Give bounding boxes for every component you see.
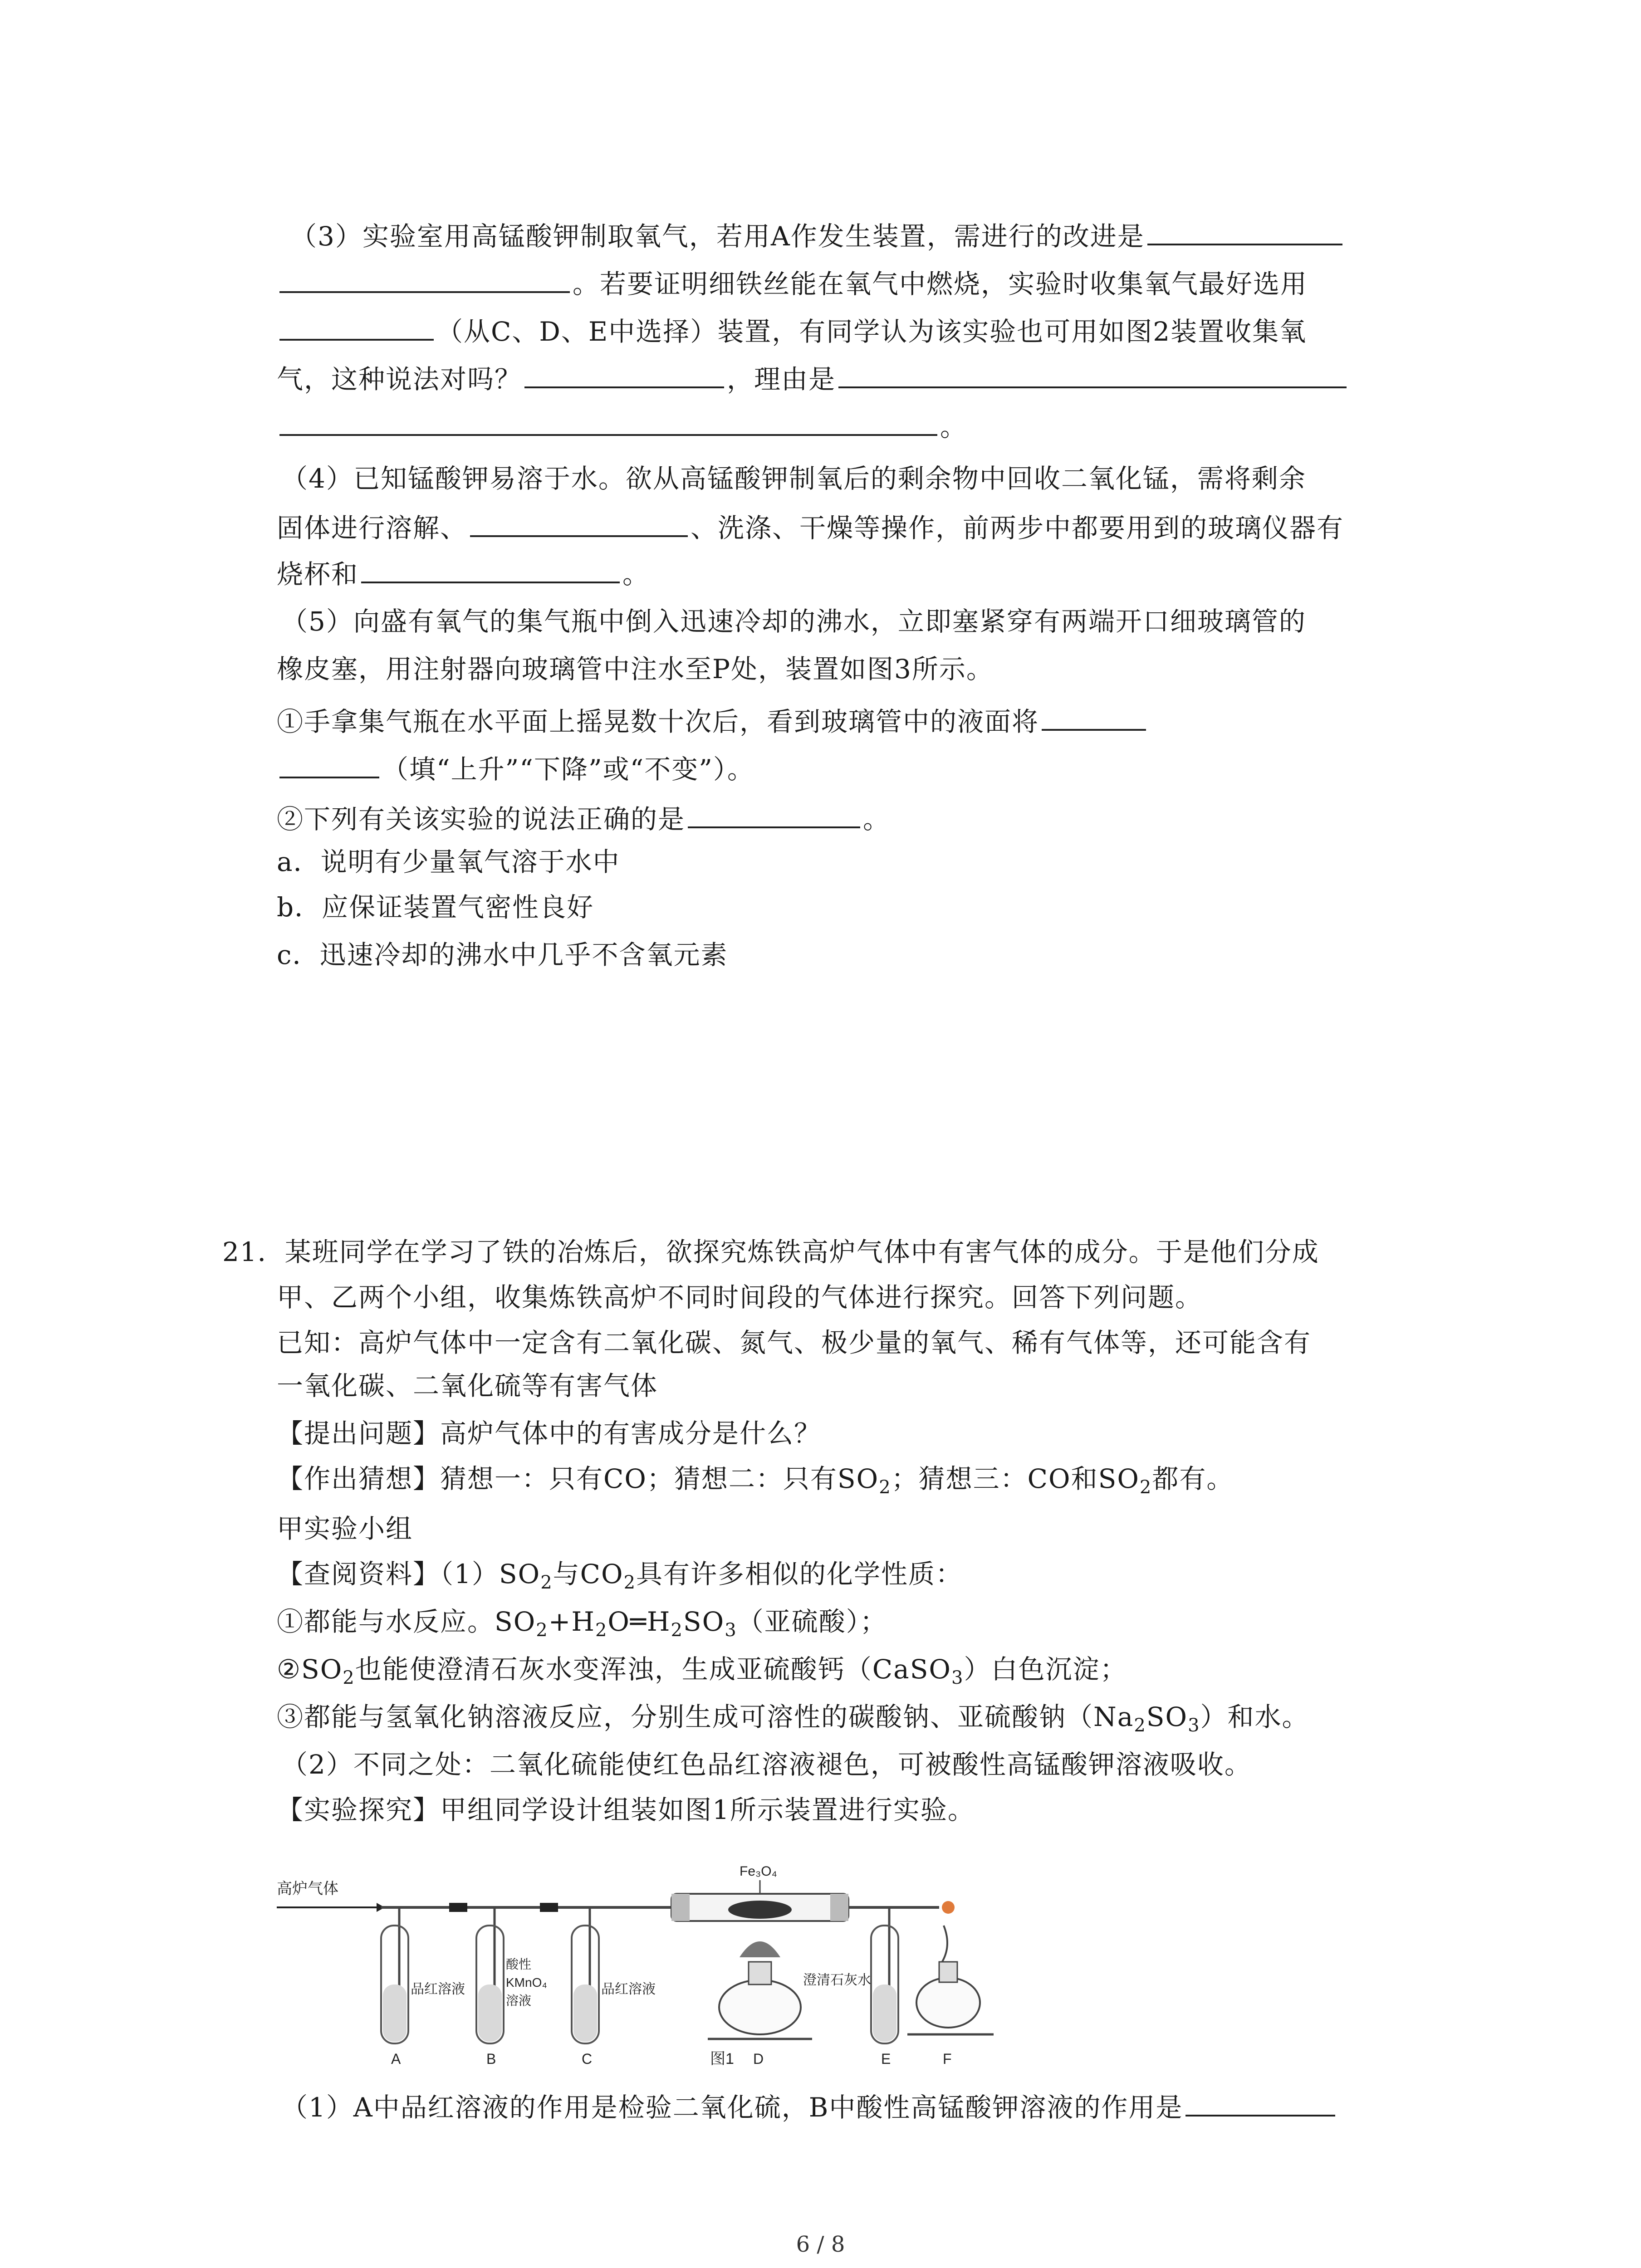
letter-d: D [753,2051,764,2067]
subscript: 2 [1134,1715,1146,1736]
q21-fact2 [277,1651,1127,1687]
q20-5-line5 [277,798,890,837]
text: （1）A中品红溶液的作用是检验二氧化硫，B中酸性高锰酸钾溶液的作用是 [281,2092,1183,2123]
q20-3-line2 [277,263,1308,302]
q20-4-line1 [281,460,1306,497]
text: 。 [940,411,968,442]
tube-b-label1: 酸性 [506,1957,532,1971]
tube-b-label2: KMnO₄ [506,1975,547,1989]
answer-blank[interactable] [524,358,724,388]
answer-blank[interactable] [1185,2087,1335,2116]
q21-references [277,1556,963,1592]
gas-label: 高炉气体 [277,1880,338,1897]
subscript: 2 [536,1620,549,1641]
text: 甲实验小组 [277,1513,413,1544]
text: 。 [863,804,891,835]
subscript: 2 [623,1572,637,1593]
q21-experiment [277,1792,975,1828]
burner-f [907,1901,994,2034]
letter-e: E [881,2051,891,2067]
answer-blank[interactable] [279,406,937,436]
fe3o4-label: Fe₃O₄ [740,1864,777,1879]
figure-caption: 图1 [710,2050,734,2068]
text: 、洗涤、干燥等操作，前两步中都要用到的玻璃仪器有 [691,513,1344,543]
text: ①都能与水反应。SO [277,1606,536,1637]
text: （5）向盛有氧气的集气瓶中倒入迅速冷却的沸水，立即塞紧穿有两端开口细玻璃管的 [281,606,1306,637]
text: 【提出问题】高炉气体中的有害成分是什么？ [277,1418,822,1449]
q21-line1 [222,1234,1319,1270]
answer-blank[interactable] [361,553,620,583]
text: ②SO [277,1654,343,1685]
q21-fact1 [277,1603,887,1640]
tube-e [803,1907,898,2043]
letter-c: C [582,2051,593,2067]
option-b [277,889,594,925]
letter-f: F [943,2051,952,2067]
text: （从C、D、E中选择）装置，有同学认为该实验也可用如图2装置收集氧 [436,316,1307,347]
text: ，理由是 [727,364,836,395]
answer-blank[interactable] [279,311,434,341]
q20-5-line2 [277,651,994,687]
option-a [277,844,620,880]
q21-difference [281,1746,1252,1783]
text: 已知：高炉气体中一定含有二氧化碳、氮气、极少量的氧气、稀有气体等，还可能含有 [277,1327,1312,1358]
text: ②下列有关该实验的说法正确的是 [277,804,686,835]
q20-3-line3 [277,311,1307,350]
text: 与CO [553,1559,624,1589]
q20-3-line1 [290,215,1345,254]
q20-4-line3 [277,553,650,592]
text: ；猜想三：CO和SO [891,1463,1140,1494]
text: ①手拿集气瓶在水平面上摇晃数十次后，看到玻璃管中的液面将 [277,706,1039,737]
text: 烧杯和 [277,559,359,590]
tube-c-label: 品红溶液 [601,1982,656,1997]
text: 【查阅资料】（1）SO [277,1559,541,1589]
text: O═H [607,1606,671,1637]
subscript: 3 [951,1667,964,1688]
subscript: 2 [540,1572,553,1593]
q20-5-line3 [277,701,1149,740]
gas-inlet [277,1880,385,1912]
text: ③都能与氢氧化钠溶液反应，分别生成可溶性的碳酸钠、亚硫酸钠（Na [277,1701,1134,1732]
text: 都有。 [1152,1463,1234,1494]
text: 气，这种说法对吗？ [277,364,522,395]
text: （填“上升”“下降”或“不变”）。 [382,754,754,785]
tube-b [476,1907,547,2043]
answer-blank[interactable] [688,798,860,828]
q21-line3 [277,1325,1311,1361]
q21-line4 [277,1368,658,1404]
q20-5-line4 [277,748,754,787]
answer-blank[interactable] [279,263,570,293]
answer-blank[interactable] [1147,215,1342,245]
text: c．迅速冷却的沸水中几乎不含氧元素 [277,939,728,970]
q21-hypotheses [277,1461,1234,1497]
text: 甲、乙两个小组，收集炼铁高炉不同时间段的气体进行探究。回答下列问题。 [277,1282,1203,1313]
subscript: 3 [725,1620,737,1641]
answer-blank[interactable] [1042,701,1146,731]
tube-a-label: 品红溶液 [411,1982,465,1997]
text: SO [1146,1701,1188,1732]
q20-5-line1 [281,603,1306,640]
tube-e-label: 澄清石灰水 [803,1973,871,1988]
page-number: 6 / 8 [796,2232,845,2257]
apparatus-figure [272,1857,1016,2071]
answer-blank[interactable] [838,358,1347,388]
text: a．说明有少量氧气溶于水中 [277,846,620,877]
q21-fact3 [277,1699,1309,1735]
subscript: 2 [879,1477,892,1498]
text: 具有许多相似的化学性质： [636,1559,963,1589]
subscript: 2 [343,1667,355,1688]
text: +H [548,1606,595,1637]
q21-group-a [277,1510,413,1547]
letter-a: A [391,2051,401,2067]
letter-b: B [486,2051,496,2067]
answer-blank[interactable] [279,748,379,778]
q21-sub1 [281,2087,1338,2126]
text: 【实验探究】甲组同学设计组装如图1所示装置进行实验。 [277,1794,975,1825]
text: 。 [622,559,650,590]
text: ）和水。 [1200,1701,1309,1732]
subscript: 2 [671,1620,683,1641]
text: （2）不同之处：二氧化硫能使红色品红溶液褪色，可被酸性高锰酸钾溶液吸收。 [281,1749,1252,1780]
tube-c [572,1907,656,2043]
text: 橡皮塞，用注射器向玻璃管中注水至P处，装置如图3所示。 [277,654,994,684]
text: 固体进行溶解、 [277,513,468,543]
text: SO [683,1606,725,1637]
q20-3-line5 [277,406,967,445]
text: （亚硫酸）； [737,1606,887,1637]
answer-blank[interactable] [470,507,688,537]
subscript: 2 [1139,1477,1152,1498]
option-c [277,937,728,973]
tube-b-label3: 溶液 [506,1994,532,2008]
text: 也能使澄清石灰水变浑浊，生成亚硫酸钙（CaSO [355,1654,951,1685]
q21-line2 [277,1279,1202,1315]
text: b．应保证装置气密性良好 [277,892,594,923]
text: （4）已知锰酸钾易溶于水。欲从高锰酸钾制氧后的剩余物中回收二氧化锰，需将剩余 [281,463,1306,494]
subscript: 2 [595,1620,608,1641]
tube-a [381,1907,465,2043]
q21-line5 [277,1415,821,1452]
combustion-tube-d [671,1864,848,2068]
text: 。若要证明细铁丝能在氧气中燃烧，实验时收集氧气最好选用 [573,269,1308,299]
text: （3）实验室用高锰酸钾制取氧气，若用A作发生装置，需进行的改进是 [290,221,1145,252]
q20-4-line2 [277,507,1344,546]
text: 一氧化碳、二氧化硫等有害气体 [277,1370,658,1401]
subscript: 3 [1188,1715,1200,1736]
text: 21．某班同学在学习了铁的冶炼后，欲探究炼铁高炉气体中有害气体的成分。于是他们分成 [222,1237,1319,1267]
text: 【作出猜想】猜想一：只有CO；猜想二：只有SO [277,1463,879,1494]
q20-3-line4 [277,358,1349,397]
text: ）白色沉淀； [964,1654,1127,1685]
